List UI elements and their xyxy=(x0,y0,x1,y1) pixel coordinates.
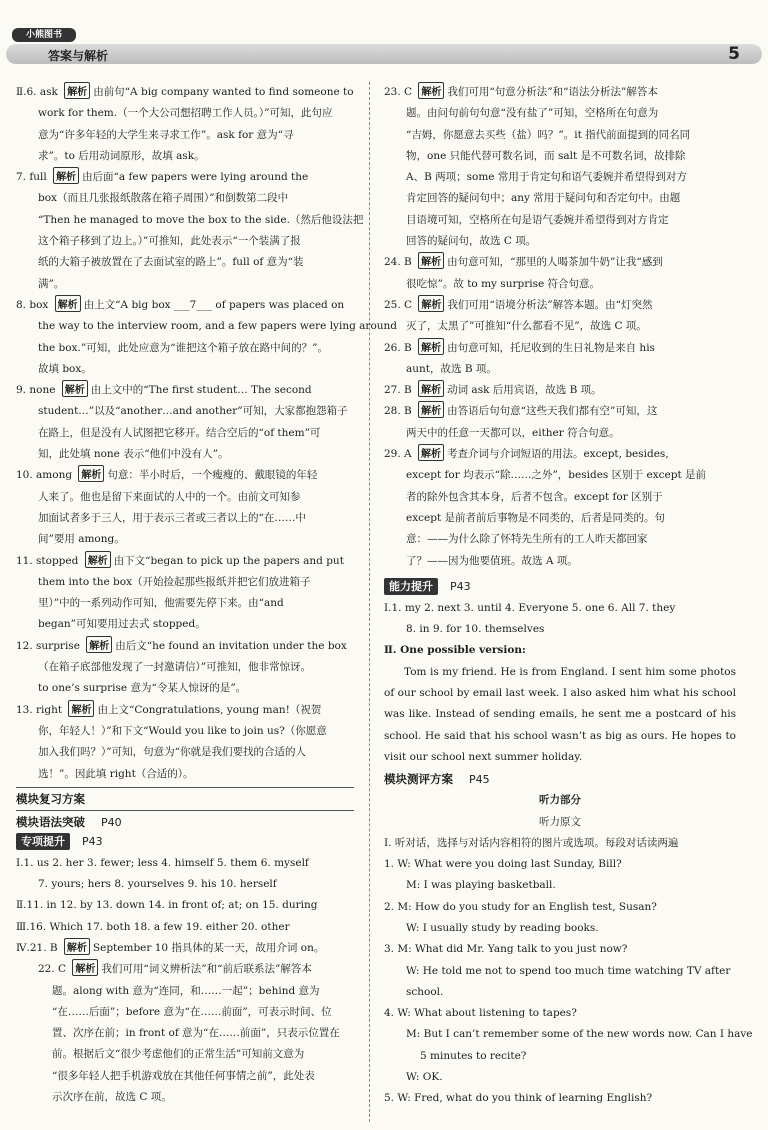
text-line xyxy=(384,274,736,295)
listening-original: 听力原文 xyxy=(539,815,581,828)
analysis-tag: 解析 xyxy=(55,295,81,312)
text-line xyxy=(16,423,354,444)
text-line xyxy=(16,593,354,614)
line-text: M: But I can’t remember some of the new words now. Can I have xyxy=(406,1028,753,1041)
text-line xyxy=(384,82,736,103)
brand-logo: 小熊图书 xyxy=(12,28,76,42)
line-text: 意为“许多年轻的大学生来寻求工作”。ask for 意为“寻 xyxy=(38,128,294,141)
line-rest: 我们可用“句意分析法”和“语法分析法”解答本 xyxy=(447,86,658,98)
line-text: 1. W: What were you doing last Sunday, Bill? xyxy=(384,858,622,871)
listening-script xyxy=(384,833,753,1110)
text-line xyxy=(384,359,736,380)
line-text: 13. right xyxy=(16,703,66,716)
text-line xyxy=(16,82,354,103)
text-line xyxy=(384,1046,736,1067)
text-line xyxy=(384,146,736,167)
text-line xyxy=(384,833,736,854)
line-text: box（而且几张报纸散落在箱子周围）”和倒数第二段中 xyxy=(38,192,289,205)
analysis-tag: 解析 xyxy=(78,465,104,482)
line-text: the box.”可知，此处应意为“谁把这个箱子放在路中间的？”。 xyxy=(38,341,328,354)
text-line xyxy=(16,1044,354,1065)
line-rest: 由上文中的“The first student… The second xyxy=(90,384,312,397)
text-line xyxy=(384,1003,736,1024)
text-line xyxy=(384,401,736,422)
text-line xyxy=(16,210,364,231)
text-line xyxy=(16,444,354,465)
text-line xyxy=(384,210,736,231)
line-text: 26. B xyxy=(384,341,416,354)
text-line xyxy=(384,598,736,619)
line-text: W: He told me not to spend too much time watching TV after xyxy=(406,964,731,977)
line-rest: 我们可用“词义辨析法”和“前后联系法”解答本 xyxy=(101,963,312,976)
text-line xyxy=(384,103,736,124)
text-line xyxy=(16,508,354,529)
analysis-tag: 解析 xyxy=(418,401,444,418)
line-text: 11. stopped xyxy=(16,554,82,567)
line-text: （在箱子底部他发现了一封邀请信）”可推知，他非常惊讶。 xyxy=(38,661,312,674)
line-text: 这个箱子移到了边上。）”可推知，此处表示“一个装满了报 xyxy=(38,235,301,248)
text-line xyxy=(16,938,354,959)
text-line xyxy=(16,1087,354,1108)
text-line xyxy=(16,874,354,895)
text-line xyxy=(384,1024,753,1045)
text-line xyxy=(16,614,354,635)
line-text: 置、次序在前；in front of 意为“在……前面”，只表示位置在 xyxy=(52,1027,340,1040)
line-text: Ⅰ.1. my 2. next 3. until 4. Everyone 5. one 6. All 7. they xyxy=(384,601,676,614)
line-text: except 是前者前后事物是不同类的，后者是同类的。句 xyxy=(406,511,666,524)
text-line xyxy=(16,572,354,593)
line-text: A、B 两项；some 常用于肯定句和语气委婉并希望得到对方 xyxy=(406,171,687,184)
right-answers xyxy=(384,82,736,572)
text-line xyxy=(16,316,398,337)
line-text: except for 均表示“除……之外”，besides 区别于 except 是前 xyxy=(406,469,706,482)
line-text: 题。along with 意为“连同，和……一起”；behind 意为 xyxy=(52,984,320,997)
line-text: “吉姆，你愿意去买些（盐）吗？”。it 指代前面提到的同名同 xyxy=(406,128,691,141)
text-line xyxy=(16,959,354,980)
line-text: 者的除外包含其本身，后者不包含。except for 区别于 xyxy=(406,490,663,503)
line-text: 8. box xyxy=(16,298,52,311)
text-line xyxy=(16,125,354,146)
line-text: 前。根据后文“很少考虑他们的正常生活”可知前文意为 xyxy=(52,1048,305,1061)
text-line xyxy=(16,359,354,380)
text-line xyxy=(16,1066,354,1087)
analysis-tag: 解析 xyxy=(418,338,444,355)
line-text: 加入我们吗？）”可知，句意为“你就是我们要找的合适的人 xyxy=(38,746,306,759)
line-text: 示次序在前，故选 C 项。 xyxy=(52,1091,172,1104)
version-title: Ⅱ. One possible version: xyxy=(384,644,526,657)
text-line xyxy=(384,508,736,529)
line-text: 23. C xyxy=(384,86,416,98)
line-rest: September 10 指具体的某一天，故用介词 on。 xyxy=(92,941,325,954)
analysis-tag: 解析 xyxy=(68,700,94,717)
line-text: Ⅱ.11. in 12. by 13. down 14. in front of; at; on 15. during xyxy=(16,899,318,912)
text-line xyxy=(16,657,354,678)
line-rest: 句意：半小时后，一个瘦瘦的、戴眼镜的年轻 xyxy=(107,469,318,482)
text-line xyxy=(384,125,736,146)
line-text: W: I usually study by reading books. xyxy=(406,921,599,934)
line-text: “很多年轻人把手机游戏放在其他任何事情之前”，此处表 xyxy=(52,1069,315,1082)
line-text: 28. B xyxy=(384,405,416,418)
text-line xyxy=(384,444,736,465)
line-text: them into the box（开始捡起那些报纸并把它们放进箱子 xyxy=(38,575,311,588)
line-text: 8. in 9. for 10. themselves xyxy=(406,623,545,636)
line-text: 7. full xyxy=(16,171,51,184)
text-line xyxy=(384,231,736,252)
line-rest: 由后文“he found an invitation under the box xyxy=(115,639,347,652)
text-line xyxy=(16,401,354,422)
text-line xyxy=(16,853,354,874)
text-line xyxy=(384,551,736,572)
line-text: 回答的疑问句，故选 C 项。 xyxy=(406,235,537,248)
text-line xyxy=(16,146,354,167)
line-text: 目语境可知，空格所在句是语气委婉并希望得到对方肯定 xyxy=(406,213,669,226)
text-line xyxy=(16,295,354,316)
line-rest: 由答语后句句意“这些天我们都有空”可知，这 xyxy=(447,405,658,418)
special-answers xyxy=(16,853,354,1109)
line-text: 4. W: What about listening to tapes? xyxy=(384,1007,577,1020)
line-text: 5 minutes to recite? xyxy=(420,1049,527,1062)
line-text: school. xyxy=(406,985,444,998)
left-answers xyxy=(16,82,398,785)
column-divider xyxy=(369,82,370,1122)
test-title: 模块测评方案 xyxy=(384,772,453,787)
text-line xyxy=(16,338,354,359)
line-text: 题。由问句前句句意“没有盐了”可知，空格所在句意为 xyxy=(406,107,659,120)
line-rest: 由后面“a few papers were lying around the xyxy=(82,171,309,184)
line-rest: 动词 ask 后用宾语，故选 B 项。 xyxy=(447,384,602,397)
line-text: student…”以及“another…and another”可知，大家都抱怨箱子 xyxy=(38,405,348,418)
text-line xyxy=(384,316,736,337)
left-column xyxy=(16,82,398,1108)
analysis-tag: 解析 xyxy=(53,167,79,184)
text-line xyxy=(384,982,736,1003)
line-text: 灭了，太黑了”可推知“什么都看不见”，故选 C 项。 xyxy=(406,320,647,333)
text-line xyxy=(16,252,354,273)
text-line xyxy=(384,167,736,188)
header-bar xyxy=(6,44,762,64)
line-text: “Then he managed to move the box to the side.（然后他设法把 xyxy=(38,213,364,226)
line-text: 12. surprise xyxy=(16,639,84,652)
line-text: 物，one 只能代替可数名词，而 salt 是不可数名词，故排除 xyxy=(406,149,686,162)
special-title: 专项提升 xyxy=(16,833,70,850)
line-text: 里）”中的一系列动作可知，他需要先停下来。由“and xyxy=(38,597,284,610)
line-text: 间”要用 among。 xyxy=(38,533,125,546)
page-header xyxy=(6,26,762,66)
analysis-tag: 解析 xyxy=(85,551,111,568)
line-rest: 由上文“Congratulations, young man!（祝贺 xyxy=(97,703,322,716)
line-text: 意：——为什么除了怀特先生所有的工人昨天都回家 xyxy=(406,533,648,546)
line-text: work for them.（一个大公司想招聘工作人员。）”可知，此句应 xyxy=(38,107,333,120)
line-rest: 考查介词与介词短语的用法。except, besides, xyxy=(446,448,669,461)
line-text: 10. among xyxy=(16,469,76,482)
text-line xyxy=(384,939,736,960)
text-line xyxy=(16,231,354,252)
text-line xyxy=(384,487,736,508)
section-rule xyxy=(16,787,354,788)
line-text: 3. M: What did Mr. Yang talk to you just now? xyxy=(384,943,628,956)
right-column xyxy=(384,82,753,1110)
line-rest: 由下文“began to pick up the papers and put xyxy=(113,554,344,567)
line-text: the way to the interview room, and a few papers were lying around xyxy=(38,320,398,333)
text-line xyxy=(16,188,354,209)
analysis-tag: 解析 xyxy=(418,380,444,397)
line-text: M: I was playing basketball. xyxy=(406,879,556,892)
line-rest: 由前句“A big company wanted to find someone to xyxy=(93,86,354,98)
grammar-title: 模块语法突破 xyxy=(16,814,85,829)
analysis-tag: 解析 xyxy=(72,959,98,976)
text-line xyxy=(16,917,354,938)
section-ability-title xyxy=(384,578,736,595)
text-line xyxy=(384,380,736,401)
line-text: 5. W: Fred, what do you think of learning English? xyxy=(384,1092,653,1105)
line-text: 在路上，但是没有人试图把它移开。结合空后的“of them”可 xyxy=(38,426,321,439)
text-line xyxy=(16,721,354,742)
header-title: 答案与解析 xyxy=(48,49,109,63)
analysis-tag: 解析 xyxy=(418,444,444,461)
line-text: 7. yours; hers 8. yourselves 9. his 10. herself xyxy=(38,878,277,891)
line-rest: 由句意可知，“那里的人喝茶加牛奶”让我“感到 xyxy=(447,256,663,269)
line-text: 你，年轻人！）”和下文“Would you like to join us?（你愿意 xyxy=(38,724,327,737)
line-text: 24. B xyxy=(384,256,416,269)
line-text: 选！”。因此填 right（合适的）。 xyxy=(38,767,194,780)
line-text: 25. C xyxy=(384,298,416,311)
text-line xyxy=(16,380,354,401)
analysis-tag: 解析 xyxy=(62,380,88,397)
line-text: 求”。to 后用动词原形，故填 ask。 xyxy=(38,149,205,162)
line-text: 知，此处填 none 表示“他们中没有人”。 xyxy=(38,448,229,461)
section-special-title xyxy=(16,833,354,850)
text-line xyxy=(384,295,736,316)
section-rule xyxy=(16,810,354,811)
line-rest: 我们可用“语境分析法”解答本题。由“灯突然 xyxy=(447,298,653,311)
line-text: Ⅲ.16. Which 17. both 18. a few 19. either 20. other xyxy=(16,920,290,933)
line-text: 满”。 xyxy=(38,277,65,290)
test-page-ref: P45 xyxy=(469,773,490,787)
special-page-ref: P43 xyxy=(82,834,103,848)
line-text: Ⅱ.6. ask xyxy=(16,86,62,98)
page-number: 5 xyxy=(728,44,740,64)
line-text: aunt，故选 B 项。 xyxy=(406,362,497,375)
section-test-title xyxy=(384,771,736,787)
text-line xyxy=(384,252,736,273)
analysis-tag: 解析 xyxy=(64,938,90,955)
line-text: 22. C xyxy=(38,963,70,976)
ability-page-ref: P43 xyxy=(450,579,471,593)
line-text: 29. A xyxy=(384,448,415,461)
analysis-tag: 解析 xyxy=(418,295,444,312)
text-line xyxy=(16,764,354,785)
line-text: 纸的大箱子被放置在了去面试室的路上”。full of 意为“装 xyxy=(38,256,304,269)
grammar-page-ref: P40 xyxy=(101,815,122,829)
text-line xyxy=(384,897,736,918)
analysis-tag: 解析 xyxy=(86,636,112,653)
text-line xyxy=(16,1023,354,1044)
text-line xyxy=(16,895,354,916)
text-line xyxy=(16,465,354,486)
line-text: 两天中的任意一天都可以，either 符合句意。 xyxy=(406,426,620,439)
text-line xyxy=(16,529,354,550)
analysis-tag: 解析 xyxy=(64,82,90,99)
section-review-title: 模块复习方案 xyxy=(16,791,85,806)
text-line xyxy=(16,700,354,721)
line-text: Ⅰ.1. us 2. her 3. fewer; less 4. himself 5. them 6. myself xyxy=(16,856,309,869)
text-line xyxy=(16,742,354,763)
ability-answers xyxy=(384,598,736,641)
line-text: 加面试者多于三人，用于表示三者或三者以上的“在……中 xyxy=(38,511,306,524)
analysis-tag: 解析 xyxy=(418,82,444,99)
text-line xyxy=(384,465,736,486)
ability-title: 能力提升 xyxy=(384,578,438,595)
line-text: 了？——因为他要值班。故选 A 项。 xyxy=(406,554,578,567)
text-line xyxy=(16,551,354,572)
line-rest: 由句意可知，托尼收到的生日礼物是来自 his xyxy=(447,341,655,354)
text-line xyxy=(384,854,736,875)
text-line xyxy=(16,487,354,508)
text-line xyxy=(16,1002,354,1023)
line-rest: 由上文“A big box ___7___ of papers was placed on xyxy=(83,298,345,311)
listening-part: 听力部分 xyxy=(539,794,581,807)
text-line xyxy=(384,529,736,550)
line-text: 肯定回答的疑问句中；any 常用于疑问句和否定句中。由题 xyxy=(406,192,681,205)
section-grammar-title xyxy=(16,814,354,830)
text-line xyxy=(384,338,736,359)
text-line xyxy=(384,1067,736,1088)
text-line xyxy=(16,678,354,699)
line-text: began”可知要用过去式 stopped。 xyxy=(38,618,206,631)
line-text: 2. M: How do you study for an English test, Susan? xyxy=(384,900,657,913)
line-text: 人来了。他也是留下来面试的人中的一个。由前文可知参 xyxy=(38,490,301,503)
text-line xyxy=(16,274,354,295)
line-text: 9. none xyxy=(16,384,59,397)
text-line xyxy=(384,961,736,982)
text-line xyxy=(16,981,354,1002)
text-line xyxy=(16,103,354,124)
essay-text: Tom is my friend. He is from England. I sent him some photos of our school by email last week. I also asked him what his school was like. Instead of sending emails, he sent me a postcard of his school. He said that his school wasn’t as big as ours. He hopes to visit our school next summer holiday. xyxy=(384,665,736,763)
line-text: 很吃惊”。故 to my surprise 符合句意。 xyxy=(406,277,601,290)
analysis-tag: 解析 xyxy=(418,252,444,269)
line-text: 故填 box。 xyxy=(38,362,92,375)
text-line xyxy=(384,188,736,209)
line-text: W: OK. xyxy=(406,1071,443,1084)
line-text: to one’s surprise 意为“令某人惊讶的是”。 xyxy=(38,682,247,695)
text-line xyxy=(384,875,736,896)
text-line xyxy=(384,619,736,640)
text-line xyxy=(384,423,736,444)
line-text: “在……后面”；before 意为“在……前面”，可表示时间、位 xyxy=(52,1005,332,1018)
text-line xyxy=(16,636,354,657)
text-line xyxy=(384,918,736,939)
text-line xyxy=(384,1088,736,1109)
line-text: Ⅳ.21. B xyxy=(16,941,61,954)
line-text: 27. B xyxy=(384,384,416,397)
line-text: Ⅰ. 听对话，选择与对话内容相符的图片或选项。每段对话读两遍 xyxy=(384,836,679,849)
text-line xyxy=(16,167,354,188)
